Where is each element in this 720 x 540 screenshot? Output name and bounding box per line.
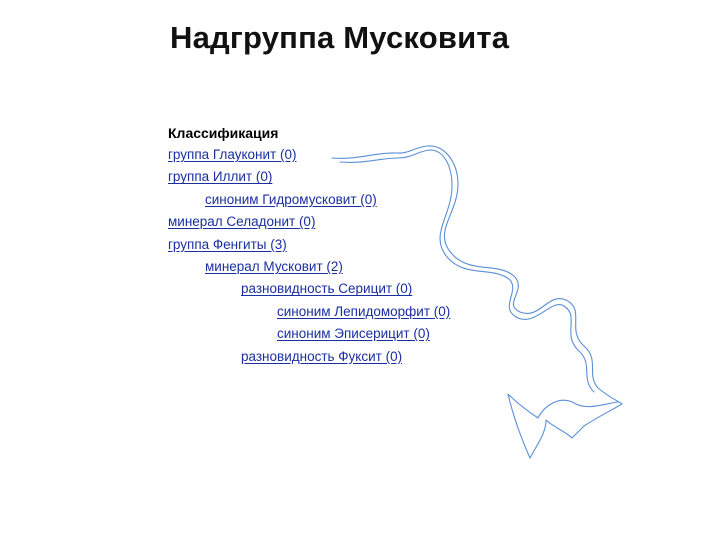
- tree-item: [168, 323, 568, 345]
- page-title: Надгруппа Мусковита: [170, 20, 510, 55]
- tree-item: [168, 256, 568, 278]
- tree-item: [168, 144, 568, 166]
- tree-link-episericite[interactable]: синоним Эписерицит (0): [277, 326, 430, 342]
- tree-item: [168, 166, 568, 188]
- tree-link-celadonite[interactable]: минерал Селадонит (0): [168, 214, 316, 230]
- tree-link-fuchsite[interactable]: разновидность Фуксит (0): [241, 348, 403, 364]
- tree-link-glauconite[interactable]: группа Глауконит (0): [168, 147, 297, 162]
- tree-link-illite[interactable]: группа Иллит (0): [168, 169, 273, 185]
- tree-item: [168, 278, 568, 300]
- tree-link-lepidomorphite[interactable]: синоним Лепидоморфит (0): [277, 303, 451, 319]
- tree-item: [168, 234, 568, 256]
- classification-heading: Классификация: [168, 125, 279, 141]
- classification-tree: [168, 122, 568, 368]
- tree-item: [168, 301, 568, 323]
- tree-item: [168, 346, 568, 368]
- tree-item: [168, 189, 568, 211]
- tree-item: [168, 211, 568, 233]
- classification-list: [168, 144, 568, 368]
- tree-link-muscovite[interactable]: минерал Мусковит (2): [205, 258, 343, 274]
- tree-link-sericite[interactable]: разновидность Серицит (0): [241, 281, 413, 297]
- tree-link-hydromuscovite[interactable]: синоним Гидромусковит (0): [205, 191, 377, 207]
- tree-link-phengites[interactable]: группа Фенгиты (3): [168, 236, 287, 252]
